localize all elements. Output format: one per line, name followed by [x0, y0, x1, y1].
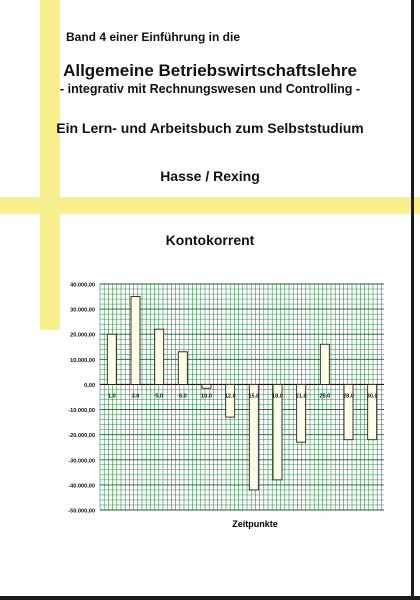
bar-15.0 [249, 384, 258, 489]
y-tick-label: -30.000,00 [68, 458, 95, 465]
x-tick-label: 3.0 [131, 393, 140, 400]
x-tick-label: 28.0 [343, 393, 354, 400]
book-title: Allgemeine Betriebswirtschaftslehre [63, 61, 357, 80]
y-tick-label: 40.000,00 [70, 282, 95, 289]
x-tick-label: 30.0 [366, 393, 378, 400]
x-tick-label: 5.0 [155, 393, 164, 400]
bar-series [107, 297, 376, 490]
authors: Hasse / Rexing [160, 168, 260, 184]
bar-25.0 [320, 344, 329, 384]
y-tick-label: -40.000,00 [68, 483, 95, 490]
y-tick-label: 30.000,00 [70, 307, 95, 314]
x-tick-label: 10.0 [201, 393, 212, 400]
x-tick-label: 6.0 [178, 393, 187, 400]
y-tick-label: 0,00 [84, 382, 95, 389]
bar-10.0 [202, 384, 211, 388]
y-axis-tick-labels [68, 283, 95, 515]
x-tick-label: 21.0 [295, 393, 307, 400]
y-tick-label: 20.000,00 [70, 332, 95, 339]
bar-12.0 [226, 384, 235, 417]
x-axis-label: Zeitpunkte [232, 519, 278, 529]
x-tick-label: 12.0 [224, 393, 236, 400]
series-note: Band 4 einer Einführung in die [66, 30, 241, 44]
x-tick-label: 1.0 [107, 393, 116, 400]
bar-1.0 [107, 334, 116, 384]
x-tick-label: 15.0 [248, 393, 260, 400]
y-tick-label: 10.000,00 [70, 357, 95, 364]
bar-3.0 [131, 297, 140, 385]
y-tick-label: -20.000,00 [68, 433, 95, 440]
x-tick-label: 18.0 [272, 393, 283, 400]
y-tick-label: -50.000,00 [68, 508, 95, 515]
x-tick-label: 25.0 [319, 393, 331, 400]
bar-5.0 [155, 329, 164, 384]
grid-horizontal-lines [100, 284, 384, 510]
y-tick-label: -10.000,00 [68, 408, 95, 415]
book-subtitle: - integrativ mit Rechnungswesen und Controlling - [59, 82, 360, 96]
bar-6.0 [178, 352, 187, 385]
chart-title: Kontokorrent [165, 232, 255, 248]
grid-vertical-lines [100, 284, 381, 510]
book-type: Ein Lern- und Arbeitsbuch zum Selbststudium [56, 120, 364, 136]
